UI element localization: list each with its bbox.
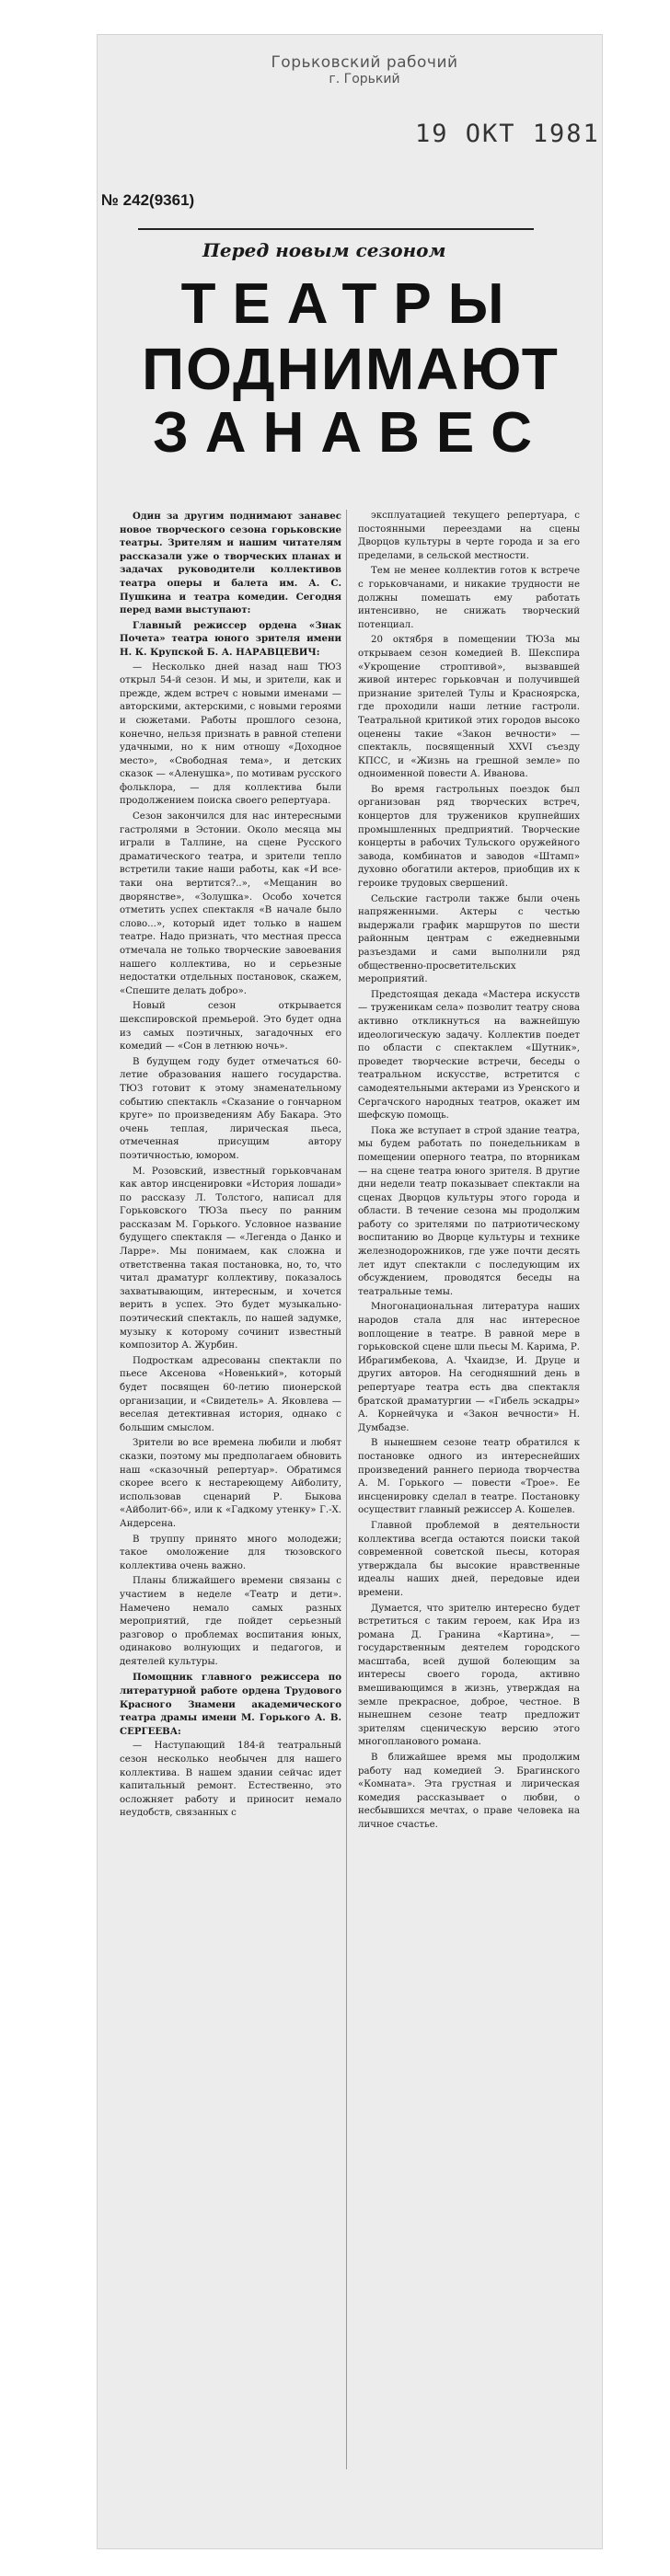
article-headline	[116, 272, 585, 466]
article-paragraph: В будущем году будет отмечаться 60-летие образования нашего государства. ТЮЗ готовит к этому знаменательному событию спектакль «Сказание о гончарном круге» по произведениям Абу Бакара. Это очень теплая, лирическая пьеса, отмеченная присущим автору поэтичностью, юмором.	[120, 1056, 341, 1161]
article-paragraph: Во время гастрольных поездок был организован ряд творческих встреч, концертов для тружеников крупнейших промышленных предприятий. Творческие концерты в рабочих Тульского оружейного завода, комбинатов и заводов «Штамп» духовно обогатили актеров, приобщив их к героике трудовых свершений.	[358, 784, 580, 890]
article-paragraph: В нынешнем сезоне театр обратился к постановке одного из интереснейших произведений раннего периода творчества А. М. Горького — повести «Трое». Ее инсценировку сделал в театре. Постановку осуществит главный режиссер А. Кошелев.	[358, 1438, 580, 1516]
article-paragraph: В труппу принято много молодежи; такое омоложение для тюзовского коллектива очень важно.	[120, 1534, 341, 1571]
headline-line-2: ПОДНИМАЮТ	[142, 336, 560, 402]
headline-line-1: ТЕАТРЫ	[180, 272, 521, 336]
newspaper-masthead	[245, 53, 484, 86]
article-paragraph: — Несколько дней назад наш ТЮЗ открыл 54-й сезон. И мы, и зрители, как и прежде, ждем встреч с новыми именами — авторскими, актерскими, с новыми героями и сюжетами. Работы прошлого сезона, конечно, нельзя признать в равной степени удачными, но к ним отношу «Доходное место», «Свободная тема», и детских сказок — «Аленушка», по мотивам русского фольклора, — для коллектива были продолжением поиска своего репертуара.	[120, 661, 341, 807]
article-paragraph: — Наступающий 184-й театральный сезон несколько необычен для нашего коллектива. В нашем здании сейчас идет капитальный ремонт. Естественно, это осложняет работу и приносит немало неудобств, связанных с	[120, 1741, 341, 1819]
headline-line-3: ЗАНАВЕС	[152, 401, 549, 465]
article-column-left	[120, 510, 341, 1834]
article-paragraph: Многонациональная литература наших народов стала для нас интересное воплощение в театре. В равной мере в горьковской сцене шли пьесы М. Карима, Р. Ибрагимбекова, А. Чхаидзе, И. Друце и других авторов. На сегодняшний день в репертуаре театра есть два спектакля братской драматургии — «Гибель эскадры» А. Корнейчука и «Закон вечности» Н. Думбадзе.	[358, 1302, 580, 1433]
issue-number: № 242(9361)	[101, 191, 195, 209]
newspaper-name: Горьковский рабочий	[271, 53, 458, 72]
article-paragraph: Пока же вступает в строй здание театра, мы будем работать по понедельникам в помещении оперного театра, по вторникам — на сцене театра юного зрителя. В другие дни недели театр показывает спектакли на сценах Дворцов культуры этого города и области. В течение сезона мы продолжим работу со зрителями по патриотическому воспитанию во Дворце культуры и технике железнодорожников, где уже почти десять лет идут спектакли с последующим их обсуждением, проводятся беседы на театральные темы.	[358, 1125, 580, 1297]
rubric-heading: Перед новым сезоном	[138, 228, 534, 261]
article-paragraph: Предстоящая декада «Мастера искусств — труженикам села» позволит театру снова активно откликнуться на важнейшую идеологическую задачу. Коллектив поедет по области с спектаклем «Шутник», проведет творческие встречи, беседы о театральном искусстве, встретится с самодеятельными актерами из Уренского и Сергачского народных театров, окажет им шефскую помощь.	[358, 989, 580, 1121]
newspaper-city: г. Горький	[329, 72, 400, 86]
article-paragraph: Зрители во все времена любили и любят сказки, поэтому мы предполагаем обновить наш «сказочный репертуар». Обратимся скорее всего к нестареющему Айболиту, использовав сценарий Р. Быкова «Айболит-66», или к «Гадкому утенку» Г.-Х. Андерсена.	[120, 1438, 341, 1529]
article-paragraph: В ближайшее время мы продолжим работу над комедией Э. Брагинского «Комната». Эта грустная и лирическая комедия рассказывает о любви, о несбывшихся мечтах, о праве человека на личное счастье.	[358, 1753, 580, 1830]
article-column-right	[358, 510, 580, 1834]
date-stamp: 19 ОКТ 1981	[415, 120, 600, 148]
article-paragraph: Главной проблемой в деятельности коллектива всегда остаются поиски такой современной советской пьесы, которая утверждала бы высокие нравственные идеалы наших дней, передовые идеи времени.	[358, 1520, 580, 1598]
article-paragraph: Новый сезон открывается шекспировской премьерой. Это будет одна из самых поэтичных, загадочных его комедий — «Сон в летнюю ночь».	[120, 1001, 341, 1052]
article-paragraph: Сезон закончился для нас интересными гастролями в Эстонии. Около месяца мы играли в Таллине, на сцене Русского драматического театра, и зрители тепло встретили такие наши работы, как «И все-таки она вертится?..», «Мещанин во дворянстве», «Золушка». Особо хочется отметить успех спектакля «В начале было слово...», который идет только в нашем театре. Надо признать, что местная пресса отмечала не только творческие завоевания нашего коллектива, но и серьезные недостатки отдельных постановок, скажем, «Спешите делать добро».	[120, 811, 341, 996]
article-paragraph: Тем не менее коллектив готов к встрече с горьковчанами, и никакие трудности не должны помешать ему работать интенсивно, не снижать творческий потенциал.	[358, 566, 580, 630]
article-paragraph: эксплуатацией текущего репертуара, с постоянными переездами на сцены Дворцов культуры в черте города и за его пределами, в сельской местности.	[358, 511, 580, 561]
newspaper-clipping	[98, 35, 602, 2548]
article-paragraph: Планы ближайшего времени связаны с участием в неделе «Театр и дети». Намечено немало самых разных мероприятий, где пойдет серьезный разговор о проблемах воспитания юных, одинаково волнующих и педагогов, и деятелей культуры.	[120, 1576, 341, 1667]
article-paragraph: Помощник главного режиссера по литературной работе ордена Трудового Красного Знамени академического театра драмы имени М. Горького А. В. СЕРГЕЕВА:	[120, 1672, 341, 1737]
article-paragraph: Главный режиссер ордена «Знак Почета» театра юного зрителя имени Н. К. Крупской Б. А. НАРАВЦЕВИЧ:	[120, 619, 341, 658]
article-paragraph: Думается, что зрителю интересно будет встретиться с таким героем, как Ира из романа Д. Гранина «Картина», — государственным деятелем городского масштаба, всей душой болеющим за интересы своего города, активно вмешивающимся в жизнь, утверждая на земле прекрасное, доброе, честное. В нынешнем сезоне театр предложит зрителям сценическую версию этого многопланового романа.	[358, 1603, 580, 1748]
article-paragraph: М. Розовский, известный горьковчанам как автор инсценировки «История лошади» по рассказу Л. Толстого, написал для Горьковского ТЮЗа пьесу по ранним рассказам М. Горького. Условное название будущего спектакля — «Легенда о Данко и Ларре». Мы понимаем, как сложна и ответственна такая постановка, но, то, что читал драматург коллективу, показалось захватывающим, интересным, и хочется верить в успех. Это будет музыкально-поэтический спектакль, по нашей задумке, музыку к которому сочинит известный композитор А. Журбин.	[120, 1166, 341, 1351]
article-paragraph: Сельские гастроли также были очень напряженными. Актеры с честью выдержали график маршрутов по шести районным центрам с ежедневными разъездами и сами выполнили ряд общественно-просветительских мероприятий.	[358, 893, 580, 985]
article-paragraph: 20 октября в помещении ТЮЗа мы открываем сезон комедией В. Шекспира «Укрощение строптивой», вызвавшей живой интерес горьковчан и получившей признание зрителей Тулы и Красноярска, где проходили наши летние гастроли. Театральной критикой этих городов высоко оценены такие «Закон вечности» — спектакль, посвященный XXVI съезду КПСС, и «Жизнь на грешной земле» по одноименной повести А. Иванова.	[358, 635, 580, 780]
column-divider	[346, 510, 347, 2469]
article-paragraph: Один за другим поднимают занавес новое творческого сезона горьковские театры. Зрителям и нашим читателям рассказали уже о творческих планах и задачах руководители коллективов театра оперы и балета им. А. С. Пушкина и театра комедии. Сегодня перед вами выступают:	[120, 511, 341, 616]
article-body	[120, 510, 580, 1834]
article-paragraph: Подросткам адресованы спектакли по пьесе Аксенова «Новенький», который будет посвящен 60-летию пионерской организации, и «Свидетель» А. Яковлева — веселая детективная история, однако с большим смыслом.	[120, 1355, 341, 1433]
